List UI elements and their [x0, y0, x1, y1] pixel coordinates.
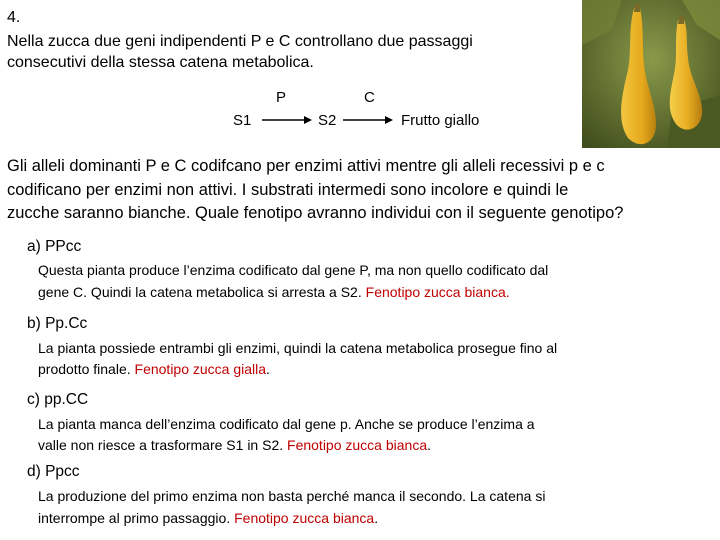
question-intro-line1: Nella zucca due geni indipendenti P e C controllano due passaggi	[7, 33, 473, 50]
gene-p-label: P	[276, 89, 287, 106]
arrow-icon	[262, 113, 312, 127]
question-intro-line2: consecutivi della stessa catena metabolica.	[7, 54, 314, 71]
result-phenotype: Fenotipo zucca bianca.	[365, 284, 510, 300]
result-phenotype: Fenotipo zucca bianca	[287, 437, 428, 453]
option-answer-line2: prodotto finale. Fenotipo zucca gialla.	[38, 361, 270, 377]
result-phenotype: Fenotipo zucca bianca	[234, 510, 375, 526]
option-answer-line2: valle non riesce a trasformare S1 in S2. Fenotipo zucca bianca.	[38, 437, 431, 453]
substrate-s2: S2	[318, 112, 337, 129]
arrow-icon	[343, 113, 393, 127]
gene-c-label: C	[364, 89, 375, 106]
explanation-line2: codificano per enzimi non attivi. I substrati intermedi sono incolore e quindi le	[7, 181, 569, 199]
question-number: 4.	[7, 9, 21, 26]
option-label: c) pp.CC	[27, 391, 89, 408]
product-label: Frutto giallo	[401, 112, 480, 129]
result-phenotype: Fenotipo zucca gialla	[134, 361, 267, 377]
option-answer-line1: La pianta possiede entrambi gli enzimi, quindi la catena metabolica prosegue fino al	[38, 340, 558, 356]
squash-photo	[582, 0, 720, 148]
option-label: a) PPcc	[27, 238, 82, 255]
option-answer-line1: La produzione del primo enzima non basta perché manca il secondo. La catena si	[38, 488, 546, 504]
option-label: d) Ppcc	[27, 463, 80, 480]
explanation-line3: zucche saranno bianche. Quale fenotipo avranno individui con il seguente genotipo?	[7, 204, 624, 222]
option-label: b) Pp.Cc	[27, 315, 88, 332]
explanation-line1: Gli alleli dominanti P e C codifcano per enzimi attivi mentre gli alleli recessivi p e c	[7, 157, 605, 175]
option-answer-line1: La pianta manca dell’enzima codificato dal gene p. Anche se produce l’enzima a	[38, 416, 535, 432]
option-answer-line2: gene C. Quindi la catena metabolica si arresta a S2. Fenotipo zucca bianca.	[38, 284, 510, 300]
substrate-s1: S1	[233, 112, 252, 129]
option-answer-line1: Questa pianta produce l’enzima codificato dal gene P, ma non quello codificato dal	[38, 262, 549, 278]
option-answer-line2: interrompe al primo passaggio. Fenotipo zucca bianca.	[38, 510, 379, 526]
